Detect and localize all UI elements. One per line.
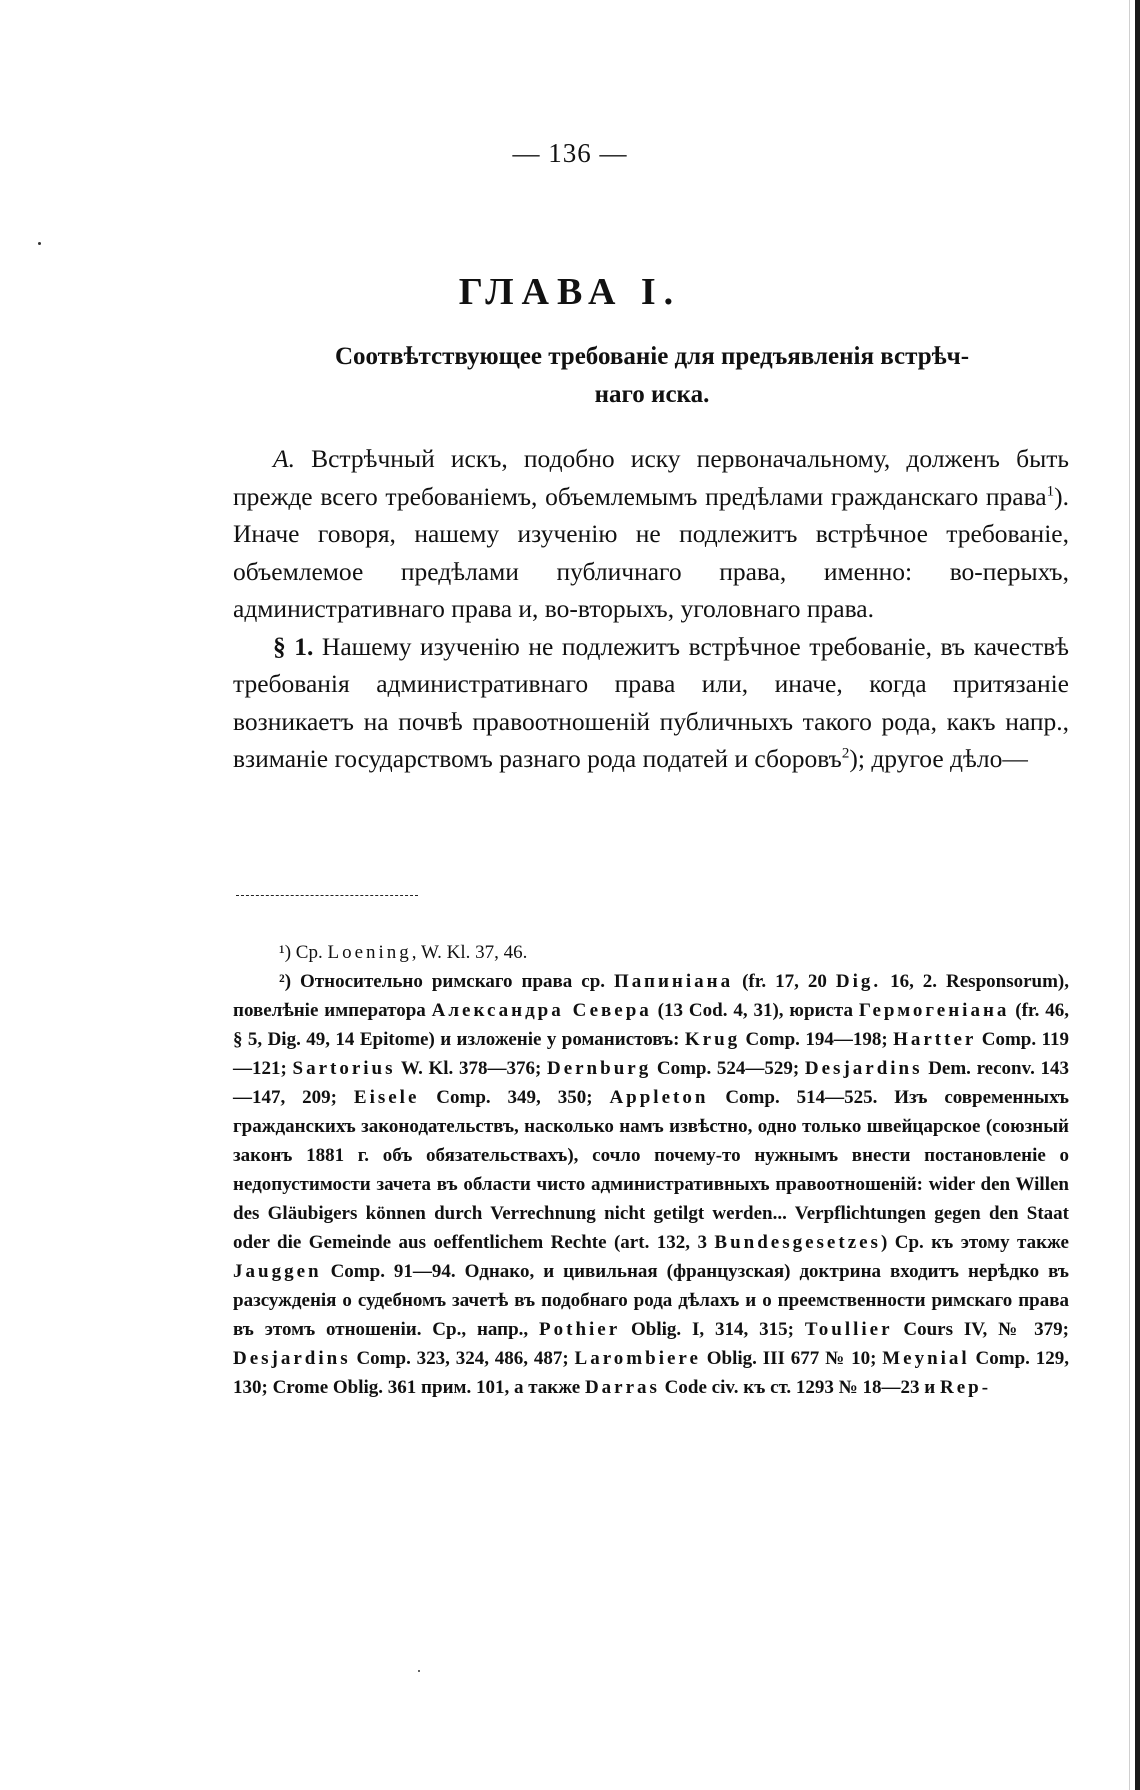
footnote-text: ) Ср. къ этому также (880, 1232, 1069, 1253)
footnote-separator (236, 895, 418, 896)
footnote-text: , W. Kl. 37, 46. (411, 942, 528, 963)
footnote-1 (233, 938, 1069, 967)
scan-speck (38, 242, 41, 245)
footnote-text: (13 Cod. 4, 31), юриста (651, 1000, 859, 1021)
footnote-author: Гермогеніана (858, 1000, 1010, 1021)
chapter-title: ГЛАВА I. (458, 271, 682, 313)
footnote-text: Comp. 514—525. Изъ современныхъ гражданскихъ законодательствъ, насколько намъ извѣстно, одно только швейцарское (союзный законъ 1881 г. объ обязательствахъ), сочло почему-то нужнымъ внести постановленіе о недопустимости зачета въ области чисто административныхъ правоотношеній: wider den Willen des Gläubigers können durch Verrechnung nicht getilgt werden... Verpflichtungen gegen den Staat oder die Gemeinde aus oeffentlichem Rechte (art. 132, 3 (233, 1087, 1069, 1253)
footnote-author: Eisele (353, 1087, 420, 1108)
footnote-text: Oblig. III 677 № 10; (700, 1348, 883, 1369)
footnote-text: Comp. 119—121; (233, 1029, 1069, 1079)
footnote-author: Desjardins (233, 1348, 351, 1369)
paragraph-a-text-1: Встрѣчный искъ, подобно иску первоначальному, долженъ быть прежде всего требованіемъ, объемлемымъ предѣлами гражданскаго права (233, 444, 1069, 511)
footnote-text: Code civ. къ ст. 1293 № 18—23 и (659, 1377, 940, 1398)
footnote-author: Hartter (893, 1029, 977, 1050)
paragraph-a (233, 440, 1069, 628)
footnote-author: Jauggen (233, 1261, 322, 1282)
footnote-author: Pothier (539, 1319, 621, 1340)
page-binding-edge (1135, 0, 1140, 1790)
footnote-author: Appleton (609, 1087, 709, 1108)
footnote-2-marker: ²) (279, 971, 292, 992)
footnote-text: Относительно римскаго права ср. (291, 971, 614, 992)
scan-speck (418, 1670, 420, 1672)
subtitle-line-1: Соотвѣтствующее требованіе для предъявленія встрѣч- (334, 343, 970, 370)
paragraph-a-label: А. (273, 444, 295, 473)
footnote-text: Cours IV, № 379; (892, 1319, 1070, 1340)
paragraph-a-text-2: ). Иначе говоря, нашему изученію не подлежитъ встрѣчное требованіе, объемлемое предѣлами публичнаго права, именно: во-перыхъ, административнаго права и, во-вторыхъ, уголовнаго права. (233, 481, 1069, 623)
footnote-text: Comp. 129, 130; Crome Oblig. 361 прим. 101, а также (233, 1348, 1069, 1398)
footnote-text: Ср. (291, 942, 328, 963)
footnote-text: (fr. 46, § 5, Dig. 49, 14 Epitome) и изложеніе у романистовъ: (233, 1000, 1070, 1050)
footnote-author: Krug (684, 1029, 741, 1050)
paragraph-1-label: § 1. (273, 631, 314, 661)
paragraph-1-text-2: ); другое дѣло— (849, 744, 1028, 773)
footnote-text: Comp. 524—529; (651, 1058, 805, 1079)
footnote-author: Darras (584, 1377, 660, 1398)
footnote-author: Папиніана (614, 971, 734, 992)
footnote-text: (fr. 17, 20 (733, 971, 836, 992)
paragraph-1-text-1: Нашему изученію не подлежитъ встрѣчное требованіе, въ качествѣ требованія административнаго права или, иначе, когда притязаніе возникаетъ на почвѣ правоотношеній публичныхъ такого рода, какъ напр., взиманіе государствомъ разнаго рода податей и сборовъ (233, 631, 1069, 773)
footnote-text: W. Kl. 378—376; (395, 1058, 547, 1079)
footnote-author: Sartorius (292, 1058, 396, 1079)
footnote-text: Dem. reconv. 143—147, 209; (233, 1058, 1069, 1108)
footnote-author: Larombiere (574, 1348, 701, 1369)
footnote-author: Dig. (835, 971, 882, 992)
footnote-author: Desjardins (804, 1058, 923, 1079)
footnote-text: Comp. 194—198; (740, 1029, 894, 1050)
footnote-text: 16, 2. Responsorum), повелѣніе императора (233, 971, 1070, 1021)
footnote-author: Александра Севера (431, 1000, 652, 1021)
footnote-author: Rep- (939, 1377, 992, 1398)
footnote-text: Comp. 349, 350; (419, 1087, 610, 1108)
page-binding-shadow (1129, 0, 1130, 1790)
footnote-author: Dernburg (546, 1058, 652, 1079)
footnote-author: Bundesgesetzes (714, 1232, 881, 1253)
footnote-text: Comp. 91—94. Однако, и цивильная (французская) доктрина входитъ нерѣдко въ разсужденія о судебномъ зачетѣ въ подобнаго рода дѣлахъ и о преемственности римскаго права въ этомъ отношеніи. Ср., напр., (233, 1261, 1069, 1340)
footnote-author: Toullier (804, 1319, 893, 1340)
footnote-ref-2: 2 (841, 745, 850, 762)
subtitle-line-2: наго иска. (594, 381, 710, 408)
page-number: — 136 — (512, 138, 628, 168)
footnotes (233, 938, 1069, 1402)
footnote-author: Loening (327, 942, 412, 963)
footnote-text: Oblig. I, 314, 315; (620, 1319, 805, 1340)
chapter-subtitle (272, 338, 1032, 414)
footnote-2 (233, 967, 1069, 1402)
main-text (233, 440, 1069, 778)
footnote-author: Meynial (882, 1348, 970, 1369)
footnote-1-marker: ¹) (279, 942, 292, 963)
footnote-text: Comp. 323, 324, 486, 487; (350, 1348, 575, 1369)
paragraph-1 (233, 628, 1069, 778)
footnote-ref-1: 1 (1046, 483, 1055, 499)
